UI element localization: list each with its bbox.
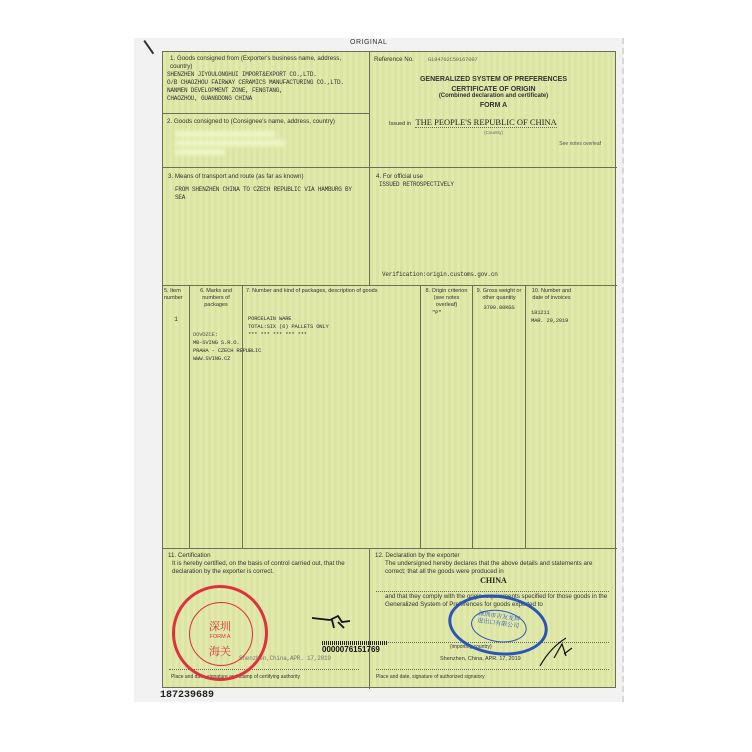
col-description [243, 286, 421, 548]
origin-criterion: "P" [432, 309, 442, 316]
header-gross: 9. Gross weight or other quantity [476, 288, 522, 301]
box-3-transport [163, 168, 370, 286]
declaration-country: CHINA [480, 576, 507, 585]
exporter-signature-icon [536, 634, 576, 668]
declaration-place-date: Shenzhen, China, APR. 17, 2019 [440, 656, 521, 662]
stamp-chinese-bottom: 海关 [209, 646, 231, 658]
box-4-official-use [370, 168, 617, 286]
issued-in-country: THE PEOPLE'S REPUBLIC OF CHINA [415, 117, 557, 127]
description-line: TOTAL:SIX (6) PALLETS ONLY [248, 323, 329, 330]
official-use-value: ISSUED RETROSPECTIVELY [379, 181, 454, 188]
description-list [246, 315, 417, 339]
stamp-chinese-name: 深圳市吉友龙辉进出口有限公司 [476, 611, 521, 630]
stamp-form-a: FORM A [209, 634, 231, 640]
consignor-line: SHENZHEN JIYOULONGHUI IMPORT&EXPORT CO.,LTD. [167, 71, 317, 78]
invoice-number: 181211 [531, 309, 550, 316]
country-caption: (Country) [484, 130, 503, 135]
original-label: ORIGINAL [350, 39, 388, 46]
col-origin [421, 286, 473, 548]
country-line [376, 591, 609, 592]
col-invoice [526, 286, 617, 548]
title-line-2: CERTIFICATE OF ORIGIN [451, 86, 536, 93]
box-11-footer: Place and date, signature and stamp of certifying authority [171, 674, 300, 680]
title-box [370, 52, 617, 168]
redacted-consignee [175, 140, 285, 146]
col-item [163, 286, 190, 548]
gross-weight: 3790.00KGS [483, 304, 515, 311]
title-line-1: GENERALIZED SYSTEM OF PREFERENCES [419, 76, 568, 83]
stamp-chinese-city: 深圳 [209, 621, 231, 633]
consignor-line: CHAOZHOU, GUANGDONG CHINA [167, 95, 253, 102]
marks-line: MB-SVING S.R.O. [193, 339, 240, 346]
item-number: 1 [174, 316, 178, 323]
description-line: *** *** *** *** *** [248, 331, 307, 338]
declaration-text-1: The undersigned hereby declares that the above details and statements are correct; that all the goods were produced in [385, 560, 593, 575]
header-marks: 6. Marks and numbers of packages [200, 288, 232, 308]
description-line: PORCELAIN WARE [248, 315, 292, 322]
col-marks [190, 286, 262, 548]
consignor-line: NANMEN DEVELOPMENT ZONE, FENGTANG, [167, 87, 283, 94]
box-4-label: 4. For official use [376, 173, 424, 180]
box-11-label: 11. Certification [168, 552, 211, 559]
verification-url: Verification:origin.customs.gov.cn [382, 271, 498, 278]
bottom-document-number: 187239689 [160, 690, 215, 701]
marks-list [193, 331, 262, 363]
header-item-number: 5. Item number [164, 288, 183, 301]
issued-in-label: Issued in [389, 121, 412, 127]
signatory-line [376, 669, 609, 670]
redacted-consignee [175, 149, 225, 155]
title-form-a: FORM A [479, 102, 508, 109]
box-1-consignor [163, 52, 370, 114]
declaration-text-2: and that they comply with the origin requirements specified for those goods in the Generalized System of Preferences for goods exported to [385, 593, 608, 608]
reference-number: G194702C59167007 [427, 56, 478, 63]
invoice-date: MAR. 29,2019 [531, 317, 569, 324]
box-12-footer: Place and date, signature of authorized signatory [376, 674, 485, 680]
signature-icon [310, 612, 352, 630]
title-line-3: (Combined declaration and certificate) [438, 93, 549, 99]
box-2-consignee [163, 114, 370, 168]
box-1-label: 1. Goods consigned from (Exporter's business name, address, country) [170, 55, 342, 70]
redacted-consignee [175, 131, 275, 137]
box-3-label: 3. Means of transport and route (as far as known) [168, 173, 304, 180]
certification-place-date: Shenzhen,China,APR. 17,2019 [239, 655, 331, 662]
box-2-label: 2. Goods consigned to (Consignee's name, address, country) [167, 118, 335, 125]
marks-line: PRAHA - CZECH REPUBLIC [193, 347, 262, 354]
box-12-label: 12. Declaration by the exporter [375, 552, 460, 559]
col-gross [473, 286, 526, 548]
certificate-serial: 0000076151769 [322, 645, 380, 654]
header-invoice: 10. Number and date of invoices [531, 288, 572, 301]
header-description: 7. Number and kind of packages, description of goods [246, 288, 378, 294]
header-origin: 8. Origin criterion (see notes overleaf) [425, 288, 468, 308]
transport-route: FROM SHENZHEN CHINA TO CZECH REPUBLIC VIA HAMBURG BY SEA [175, 186, 352, 201]
marks-line: WWW.SVING.CZ [193, 355, 231, 362]
importing-country-caption: (importing country) [450, 644, 492, 650]
reference-label: Reference No. [374, 56, 414, 63]
marks-line: DOVOZCE: [193, 331, 218, 338]
customs-stamp [172, 585, 268, 681]
see-notes: See notes overleaf [559, 141, 601, 147]
certification-text: It is hereby certified, on the basis of control carried out, that the declaration by the exporter is correct. [172, 560, 345, 575]
consignor-line: O/B CHAOZHOU FAIRWAY CERAMICS MANUFACTURING CO.,LTD. [167, 79, 344, 86]
